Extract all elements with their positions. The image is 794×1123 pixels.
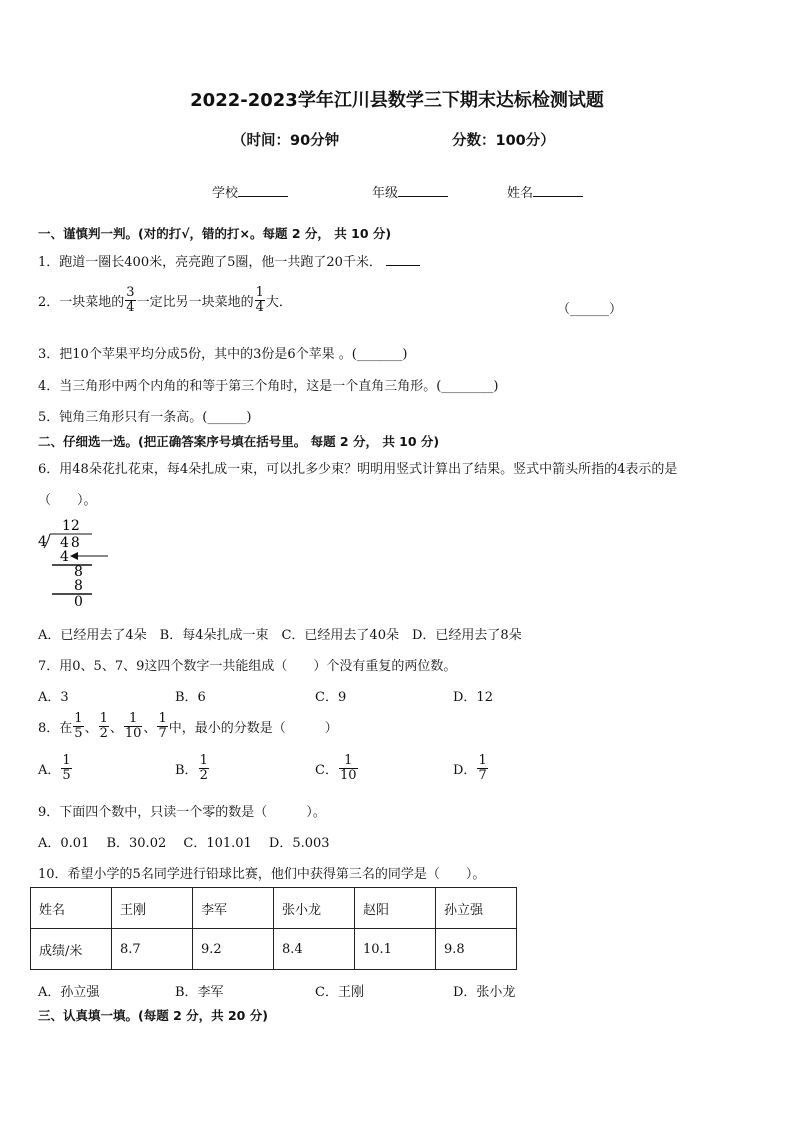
q8-option-c: C． $\frac{1}{10}$: [315, 753, 357, 783]
fraction-3-4: $\frac{3}{4}$: [126, 285, 135, 315]
q8-option-d: D． $\frac{1}{7}$: [453, 753, 487, 783]
question-9: 9．下面四个数中，只读一个零的数是（ ）。: [38, 805, 326, 820]
divisor-text: 4: [38, 534, 47, 550]
question-6-options: A．已经用去了4朵 B．每4朵扎成一束 C．已经用去了40朵 D．已经用去了8朵: [38, 628, 522, 643]
remainder-8-text: 8: [74, 564, 83, 580]
dividend-text: 48: [60, 535, 82, 551]
table-cell: 成绩/米: [31, 929, 112, 970]
section1-heading: 一、谨慎判一判。(对的打√，错的打×。每题 2 分， 共 10 分): [38, 226, 392, 241]
table-cell: 姓名: [31, 888, 112, 929]
fraction-1-7: $\frac{1}{7}$: [158, 711, 167, 741]
q7-option-d: D．12: [453, 690, 493, 705]
table-cell: 李军: [193, 888, 274, 929]
fraction-1-4: $\frac{1}{4}$: [255, 285, 264, 315]
question-9-options: A．0.01 B．30.02 C．101.01 D．5.003: [38, 836, 330, 851]
arrow-icon: [70, 552, 78, 560]
remainder-0-text: 0: [74, 594, 83, 610]
q7-option-a: A．3: [38, 690, 69, 705]
table-cell: 8.7: [112, 929, 193, 970]
grade-label: 年级: [372, 186, 399, 201]
question-6-line1: 6．用48朵花扎花束，每4朵扎成一束，可以扎多少束？明明用竖式计算出了结果。竖式中箭头所指的4表示的是: [38, 462, 678, 477]
fraction-1-5: $\frac{1}{5}$: [74, 711, 83, 741]
name-label: 姓名: [507, 186, 534, 201]
q7-option-c: C．9: [315, 690, 347, 705]
question-4: 4．当三角形中两个内角的和等于第三个角时，这是一个直角三角形。(________): [38, 379, 499, 394]
table-cell: 9.2: [193, 929, 274, 970]
table-row: [31, 888, 517, 929]
q8-option-b: B． $\frac{1}{2}$: [175, 753, 208, 783]
q10-option-b: B．李军: [175, 985, 224, 1000]
table-cell: 孙立强: [436, 888, 517, 929]
fraction-1-10: $\frac{1}{10}$: [124, 711, 142, 741]
question-6-line2: （ ）。: [38, 493, 97, 508]
q10-option-a: A．孙立强: [38, 985, 100, 1000]
section2-heading: 二、仔细选一选。(把正确答案序号填在括号里。 每题 2 分， 共 10 分): [38, 434, 440, 449]
question-2: 2．一块菜地的 $\frac{3}{4}$ 一定比另一块菜地的 $\frac{1}{4}$ 大．: [38, 285, 292, 315]
exam-time: （时间：90分钟: [232, 133, 340, 149]
question-10: 10．希望小学的5名同学进行铅球比赛，他们中获得第三名的同学是（ ）。: [38, 867, 486, 882]
q10-option-c: C．王刚: [315, 985, 364, 1000]
table-cell: 赵阳: [355, 888, 436, 929]
subtract-4-text: 4: [60, 549, 69, 565]
table-row: [31, 929, 517, 970]
q7-option-b: B．6: [175, 690, 206, 705]
section3-heading: 三、认真填一填。(每题 2 分，共 20 分): [38, 1008, 268, 1023]
table-cell: 王刚: [112, 888, 193, 929]
subtract-8-text: 8: [74, 578, 83, 594]
table-cell: 10.1: [355, 929, 436, 970]
name-field[interactable]: [507, 182, 583, 201]
question-5: 5．钝角三角形只有一条高。(______): [38, 410, 252, 425]
fraction-1-2: $\frac{1}{2}$: [99, 711, 108, 741]
page-title: 2022-2023学年江川县数学三下期末达标检测试题: [190, 90, 604, 111]
question-8: 8．在 $\frac{1}{5}$ 、 $\frac{1}{2}$ 、 $\frac{1}{10}$ 、 $\frac{1}{7}$ 中，最小的分数是（ ）: [38, 711, 338, 741]
long-division-figure: [34, 516, 124, 610]
score-table: [30, 887, 517, 970]
school-label: 学校: [212, 186, 239, 201]
school-field[interactable]: [212, 182, 288, 201]
grade-field[interactable]: [372, 182, 448, 201]
question-3: 3．把10个苹果平均分成5份，其中的3份是6个苹果 。(_______): [38, 347, 408, 362]
table-cell: 9.8: [436, 929, 517, 970]
question-1: 1．跑道一圈长400米，亮亮跑了5圈，他一共跑了20千米．: [38, 251, 420, 270]
q10-option-d: D．张小龙: [453, 985, 516, 1000]
table-cell: 张小龙: [274, 888, 355, 929]
exam-score: 分数：100分）: [452, 133, 555, 149]
question-2-answer-blank[interactable]: （______）: [557, 302, 623, 317]
table-cell: 8.4: [274, 929, 355, 970]
quotient-text: 12: [62, 518, 80, 534]
question-7: 7．用0、5、7、9这四个数字一共能组成（ ）个没有重复的两位数。: [38, 659, 457, 674]
q8-option-a: A． $\frac{1}{5}$: [38, 753, 71, 783]
